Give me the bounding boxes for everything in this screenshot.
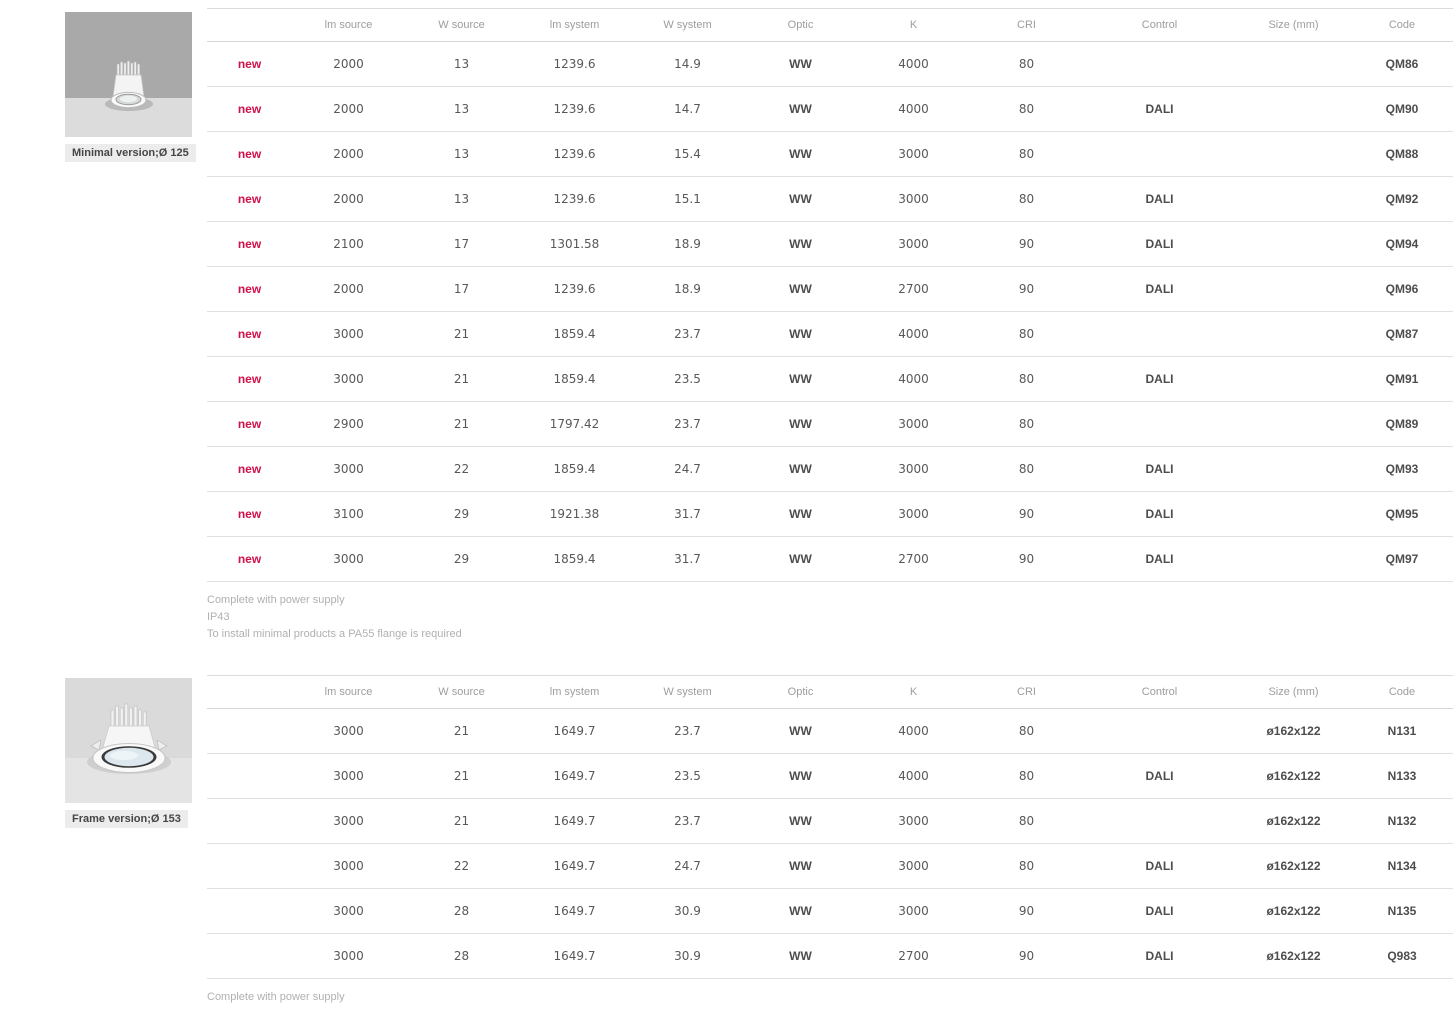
cell-code: QM96 [1351,267,1453,312]
table-row [207,709,1453,754]
cell-cri: 80 [970,42,1083,87]
cell-new-tag: new [207,42,292,87]
col-header-code: Code [1351,676,1453,709]
table-row [207,312,1453,357]
table-row [207,799,1453,844]
col-header-code: Code [1351,9,1453,42]
cell-cri: 90 [970,492,1083,537]
recessed-downlight-frame-image [65,678,192,803]
cell-w-source: 13 [405,177,518,222]
cell-optic: WW [744,312,857,357]
cell-w-system: 23.7 [631,402,744,447]
col-header-w-source: W source [405,676,518,709]
cell-w-system: 15.1 [631,177,744,222]
cell-w-source: 17 [405,222,518,267]
cell-k: 2700 [857,537,970,582]
cell-optic: WW [744,222,857,267]
cell-w-system: 23.7 [631,709,744,754]
cell-w-system: 24.7 [631,844,744,889]
table-row [207,492,1453,537]
cell-new-tag: new [207,492,292,537]
cell-k: 4000 [857,754,970,799]
col-header-lm-system: lm system [518,676,631,709]
product-version-label-minimal: Minimal version;Ø 125 [65,144,196,162]
cell-cri: 80 [970,402,1083,447]
cell-k: 3000 [857,889,970,934]
cell-k: 3000 [857,222,970,267]
cell-w-system: 31.7 [631,537,744,582]
cell-lm-source: 3000 [292,537,405,582]
cell-w-system: 18.9 [631,222,744,267]
col-header-control: Control [1083,676,1236,709]
cell-new-tag: new [207,312,292,357]
col-header-k: K [857,676,970,709]
cell-w-source: 28 [405,934,518,979]
table-row [207,87,1453,132]
cell-lm-source: 2000 [292,177,405,222]
table-row [207,42,1453,87]
cell-w-system: 23.7 [631,312,744,357]
cell-k: 3000 [857,402,970,447]
product-block-minimal [65,12,192,162]
cell-optic: WW [744,402,857,447]
cell-size-mm [1236,177,1351,222]
col-header-optic: Optic [744,676,857,709]
col-header-size-mm: Size (mm) [1236,9,1351,42]
header-row [207,9,1453,42]
cell-size-mm [1236,132,1351,177]
cell-control: DALI [1083,267,1236,312]
cell-size-mm [1236,402,1351,447]
cell-control: DALI [1083,889,1236,934]
table-footnotes-frame [207,989,1453,1006]
cell-k: 4000 [857,312,970,357]
cell-k: 3000 [857,492,970,537]
cell-code: QM89 [1351,402,1453,447]
spec-table-minimal [207,8,1453,582]
cell-size-mm: ø162x122 [1236,799,1351,844]
cell-lm-system: 1239.6 [518,87,631,132]
cell-control [1083,402,1236,447]
cell-lm-source: 2000 [292,267,405,312]
cell-size-mm [1236,537,1351,582]
cell-new-tag: new [207,177,292,222]
cell-control [1083,709,1236,754]
cell-optic: WW [744,844,857,889]
cell-new-tag: new [207,402,292,447]
cell-size-mm [1236,492,1351,537]
table-row [207,537,1453,582]
cell-optic: WW [744,537,857,582]
col-header-cri: CRI [970,676,1083,709]
col-header-w-system: W system [631,9,744,42]
col-header-size-mm: Size (mm) [1236,676,1351,709]
cell-control: DALI [1083,87,1236,132]
cell-code: N131 [1351,709,1453,754]
cell-control: DALI [1083,844,1236,889]
cell-k: 4000 [857,42,970,87]
cell-code: QM94 [1351,222,1453,267]
cell-size-mm [1236,222,1351,267]
cell-size-mm [1236,42,1351,87]
cell-lm-system: 1859.4 [518,357,631,402]
cell-lm-system: 1859.4 [518,447,631,492]
cell-cri: 80 [970,177,1083,222]
cell-lm-source: 3000 [292,754,405,799]
cell-cri: 80 [970,87,1083,132]
cell-lm-system: 1859.4 [518,537,631,582]
spec-table-block-minimal [207,8,1453,643]
cell-lm-source: 2000 [292,132,405,177]
footnote: IP43 [207,611,230,623]
cell-k: 4000 [857,357,970,402]
cell-lm-system: 1301.58 [518,222,631,267]
cell-code: QM91 [1351,357,1453,402]
cell-w-source: 21 [405,799,518,844]
cell-lm-source: 2000 [292,42,405,87]
table-row [207,402,1453,447]
table-footnotes-minimal [207,592,1453,643]
cell-lm-system: 1797.42 [518,402,631,447]
cell-k: 3000 [857,844,970,889]
cell-w-system: 30.9 [631,934,744,979]
cell-new-tag [207,799,292,844]
cell-code: N134 [1351,844,1453,889]
spec-table-frame [207,675,1453,979]
product-version-label-frame: Frame version;Ø 153 [65,810,188,828]
cell-code: QM97 [1351,537,1453,582]
cell-new-tag: new [207,132,292,177]
cell-cri: 80 [970,447,1083,492]
table-row [207,754,1453,799]
cell-w-system: 23.7 [631,799,744,844]
cell-control: DALI [1083,177,1236,222]
cell-control: DALI [1083,492,1236,537]
cell-code: N132 [1351,799,1453,844]
cell-code: QM90 [1351,87,1453,132]
cell-k: 3000 [857,447,970,492]
cell-code: QM93 [1351,447,1453,492]
cell-w-source: 29 [405,537,518,582]
cell-w-system: 18.9 [631,267,744,312]
cell-new-tag [207,709,292,754]
cell-size-mm [1236,267,1351,312]
cell-k: 4000 [857,87,970,132]
cell-w-source: 13 [405,87,518,132]
cell-size-mm [1236,87,1351,132]
cell-new-tag [207,934,292,979]
cell-lm-source: 3000 [292,799,405,844]
cell-k: 3000 [857,799,970,844]
table-row [207,889,1453,934]
table-row [207,447,1453,492]
cell-lm-system: 1859.4 [518,312,631,357]
col-header-optic: Optic [744,9,857,42]
table-row [207,844,1453,889]
cell-w-source: 28 [405,889,518,934]
cell-lm-source: 3000 [292,357,405,402]
table-row [207,357,1453,402]
cell-lm-source: 3000 [292,889,405,934]
cell-w-system: 23.5 [631,357,744,402]
cell-lm-system: 1649.7 [518,754,631,799]
cell-optic: WW [744,799,857,844]
cell-k: 4000 [857,709,970,754]
cell-code: N133 [1351,754,1453,799]
cell-optic: WW [744,934,857,979]
product-block-frame [65,678,192,828]
cell-cri: 80 [970,709,1083,754]
cell-lm-system: 1649.7 [518,844,631,889]
cell-control [1083,312,1236,357]
cell-lm-system: 1649.7 [518,889,631,934]
cell-cri: 80 [970,132,1083,177]
cell-w-system: 14.7 [631,87,744,132]
cell-size-mm: ø162x122 [1236,934,1351,979]
cell-code: QM86 [1351,42,1453,87]
cell-code: Q983 [1351,934,1453,979]
cell-size-mm [1236,447,1351,492]
table-row [207,132,1453,177]
cell-optic: WW [744,889,857,934]
cell-control: DALI [1083,934,1236,979]
cell-control: DALI [1083,447,1236,492]
cell-lm-source: 2100 [292,222,405,267]
cell-control [1083,132,1236,177]
cell-w-source: 17 [405,267,518,312]
cell-lm-source: 3000 [292,447,405,492]
cell-lm-system: 1239.6 [518,177,631,222]
col-header-lm-source: lm source [292,9,405,42]
cell-new-tag: new [207,357,292,402]
cell-lm-system: 1649.7 [518,799,631,844]
cell-size-mm: ø162x122 [1236,709,1351,754]
col-header-w-source: W source [405,9,518,42]
cell-lm-source: 3000 [292,934,405,979]
cell-size-mm: ø162x122 [1236,754,1351,799]
cell-optic: WW [744,357,857,402]
cell-lm-source: 3100 [292,492,405,537]
spec-table-block-frame [207,675,1453,1006]
cell-optic: WW [744,87,857,132]
cell-cri: 90 [970,934,1083,979]
cell-optic: WW [744,177,857,222]
cell-optic: WW [744,492,857,537]
cell-lm-system: 1649.7 [518,934,631,979]
cell-lm-system: 1649.7 [518,709,631,754]
cell-optic: WW [744,132,857,177]
cell-cri: 90 [970,222,1083,267]
cell-optic: WW [744,42,857,87]
col-header-lm-source: lm source [292,676,405,709]
cell-w-system: 31.7 [631,492,744,537]
cell-new-tag [207,754,292,799]
cell-lm-source: 3000 [292,312,405,357]
cell-control: DALI [1083,222,1236,267]
cell-size-mm: ø162x122 [1236,889,1351,934]
cell-lm-system: 1239.6 [518,132,631,177]
cell-optic: WW [744,447,857,492]
col-header-control: Control [1083,9,1236,42]
cell-lm-source: 3000 [292,844,405,889]
cell-new-tag: new [207,87,292,132]
cell-cri: 90 [970,537,1083,582]
cell-new-tag: new [207,537,292,582]
cell-w-source: 21 [405,402,518,447]
cell-cri: 80 [970,357,1083,402]
cell-lm-source: 2000 [292,87,405,132]
cell-optic: WW [744,709,857,754]
cell-lm-source: 2900 [292,402,405,447]
cell-lm-system: 1239.6 [518,42,631,87]
cell-cri: 80 [970,312,1083,357]
cell-w-source: 21 [405,357,518,402]
cell-w-system: 30.9 [631,889,744,934]
cell-w-source: 13 [405,42,518,87]
cell-new-tag: new [207,267,292,312]
recessed-downlight-minimal-image [65,12,192,137]
cell-control [1083,42,1236,87]
col-header-lm-system: lm system [518,9,631,42]
cell-optic: WW [744,267,857,312]
col-header-k: K [857,9,970,42]
footnote: To install minimal products a PA55 flange is required [207,628,462,640]
cell-size-mm: ø162x122 [1236,844,1351,889]
cell-w-source: 29 [405,492,518,537]
col-header-new-tag [207,9,292,42]
cell-w-source: 21 [405,709,518,754]
cell-new-tag [207,889,292,934]
cell-w-source: 21 [405,754,518,799]
footnote: Complete with power supply [207,594,345,606]
cell-new-tag [207,844,292,889]
cell-w-source: 22 [405,447,518,492]
cell-k: 3000 [857,177,970,222]
cell-size-mm [1236,357,1351,402]
cell-code: QM95 [1351,492,1453,537]
cell-cri: 80 [970,754,1083,799]
cell-code: QM92 [1351,177,1453,222]
table-row [207,267,1453,312]
col-header-new-tag [207,676,292,709]
cell-new-tag: new [207,222,292,267]
col-header-cri: CRI [970,9,1083,42]
cell-lm-system: 1921.38 [518,492,631,537]
cell-k: 3000 [857,132,970,177]
cell-cri: 90 [970,267,1083,312]
cell-lm-source: 3000 [292,709,405,754]
cell-optic: WW [744,754,857,799]
table-row [207,222,1453,267]
cell-w-system: 14.9 [631,42,744,87]
cell-k: 2700 [857,934,970,979]
cell-w-source: 13 [405,132,518,177]
table-row [207,177,1453,222]
footnote: Complete with power supply [207,991,345,1003]
cell-w-system: 24.7 [631,447,744,492]
cell-control: DALI [1083,754,1236,799]
cell-cri: 90 [970,889,1083,934]
cell-code: N135 [1351,889,1453,934]
cell-lm-system: 1239.6 [518,267,631,312]
cell-control [1083,799,1236,844]
cell-new-tag: new [207,447,292,492]
cell-code: QM88 [1351,132,1453,177]
cell-control: DALI [1083,537,1236,582]
cell-w-system: 23.5 [631,754,744,799]
cell-w-source: 22 [405,844,518,889]
cell-cri: 80 [970,799,1083,844]
cell-cri: 80 [970,844,1083,889]
header-row [207,676,1453,709]
cell-w-source: 21 [405,312,518,357]
cell-control: DALI [1083,357,1236,402]
cell-k: 2700 [857,267,970,312]
cell-size-mm [1236,312,1351,357]
table-row [207,934,1453,979]
cell-code: QM87 [1351,312,1453,357]
cell-w-system: 15.4 [631,132,744,177]
col-header-w-system: W system [631,676,744,709]
